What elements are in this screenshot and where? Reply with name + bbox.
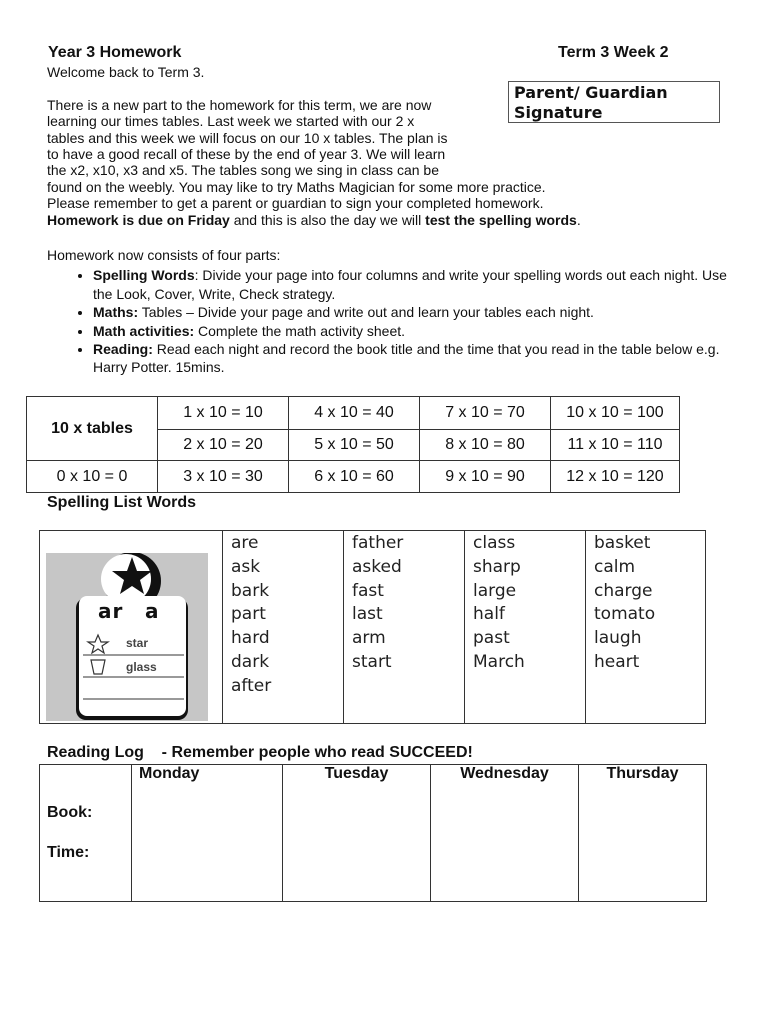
time-row-label: Time: [47,844,90,861]
spelling-word: dark [231,651,270,672]
part-text: Complete the math activity sheet. [194,322,406,339]
spelling-word: basket [594,533,651,553]
day-header: Thursday [606,765,679,782]
spelling-word: fast [352,580,384,601]
table-fact: 6 x 10 = 60 [289,461,420,493]
spelling-word: hard [231,628,270,649]
spelling-word: charge [594,580,653,601]
intro-text [47,64,647,228]
table-fact: 10 x 10 = 100 [551,397,680,430]
reading-log-title: Reading Log - Remember people who read SUCCEED! [47,744,473,761]
spelling-word: asked [352,556,402,577]
spelling-word: tomato [594,604,656,625]
spelling-column-4 [586,531,706,724]
parts-heading: Homework now consists of four parts: [47,247,281,263]
day-header: Monday [139,765,200,782]
spelling-column-2 [344,531,465,724]
table-fact: 9 x 10 = 90 [420,461,551,493]
part-math-activities [93,322,737,340]
part-text: Tables – Divide your page and write out and learn your tables each night. [138,304,594,321]
spelling-word: ask [231,556,261,577]
homework-parts [47,246,737,377]
spelling-word: arm [352,628,386,649]
signature-label-line1: Parent/ Guardian [514,83,668,102]
part-spelling [93,266,737,303]
spelling-word: father [352,533,404,553]
table-fact: 8 x 10 = 80 [420,430,551,461]
book-row-label: Book: [47,804,93,821]
spelling-word: after [231,675,272,696]
sound-card-cell [40,531,223,724]
spelling-list-title: Spelling List Words [47,494,197,511]
spelling-word: class [473,533,516,553]
table-fact: 5 x 10 = 50 [289,430,420,461]
spelling-word: sharp [473,556,521,577]
table-fact: 7 x 10 = 70 [420,397,551,430]
spelling-word: heart [594,651,640,672]
intro-line: Please remember to get a parent or guardian to sign your completed homework. [47,195,544,212]
homework-title: Year 3 Homework [48,44,182,61]
table-fact: 3 x 10 = 30 [158,461,289,493]
day-column-monday [132,765,283,902]
row-labels-cell [40,765,132,902]
table-fact: 1 x 10 = 10 [158,397,289,430]
welcome-line: Welcome back to Term 3. [47,64,205,80]
signature-label-line2: Signature [514,103,603,122]
day-header: Wednesday [460,765,549,782]
spelling-word: March [473,651,525,672]
day-column-tuesday [283,765,431,902]
example-star: star [126,636,149,650]
due-line [47,212,647,228]
table-fact: 11 x 10 = 110 [551,430,680,461]
sound-card-image [46,553,208,721]
sound-ar: ar [98,599,124,623]
table-fact: 0 x 10 = 0 [27,461,158,493]
part-label: Reading: [93,341,153,358]
intro-line: tables and this week we will focus on our 10 x tables. The plan is [47,129,448,146]
part-reading [93,340,737,377]
reading-log-table [39,764,707,902]
due-text: and this is also the day we will [229,211,426,228]
part-text: : Divide your page into four columns and write your spelling words out each night. Use the Look, Cover, Write, Check strategy. [93,267,727,302]
spelling-word: large [473,580,517,601]
spelling-word: laugh [594,628,642,649]
spelling-test-note: test the spelling words [425,211,577,228]
term-week-label: Term 3 Week 2 [558,44,669,61]
intro-line: There is a new part to the homework for this term, we are now [47,96,432,113]
due-day: Homework is due on Friday [47,211,230,228]
times-table-grid [26,396,680,493]
spelling-word: are [231,533,259,553]
intro-line: to have a good recall of these by the end of year 3. We will learn [47,146,446,163]
day-header: Tuesday [324,765,389,782]
times-table-title: 10 x tables [27,397,158,461]
intro-line: found on the weebly. You may like to try Maths Magician for some more practice. [47,178,546,195]
spelling-word: past [473,628,510,649]
spelling-word: calm [594,556,636,577]
spelling-word: last [352,604,383,625]
day-column-wednesday [431,765,579,902]
spelling-word: start [352,651,392,672]
sound-a: a [145,599,159,623]
day-column-thursday [579,765,707,902]
table-fact: 2 x 10 = 20 [158,430,289,461]
spelling-column-3 [465,531,586,724]
intro-line: the x2, x10, x3 and x5. The tables song we sing in class can be [47,162,439,179]
due-end: . [576,211,581,228]
table-fact: 4 x 10 = 40 [289,397,420,430]
spelling-list [39,530,706,724]
intro-line: learning our times tables. Last week we started with our 2 x [47,113,415,130]
part-label: Spelling Words [93,267,195,284]
spelling-word: bark [231,580,270,601]
spelling-column-1 [223,531,344,724]
spelling-word: half [473,604,505,625]
example-glass: glass [126,660,157,674]
spelling-word: part [231,604,266,625]
parts-list [47,266,737,376]
part-text: Read each night and record the book title and the time that you read in the table below e.g. Harry Potter. 15mins. [93,341,720,376]
part-maths [93,303,737,321]
table-fact: 12 x 10 = 120 [551,461,680,493]
part-label: Maths: [93,304,139,321]
part-label: Math activities: [93,322,195,339]
